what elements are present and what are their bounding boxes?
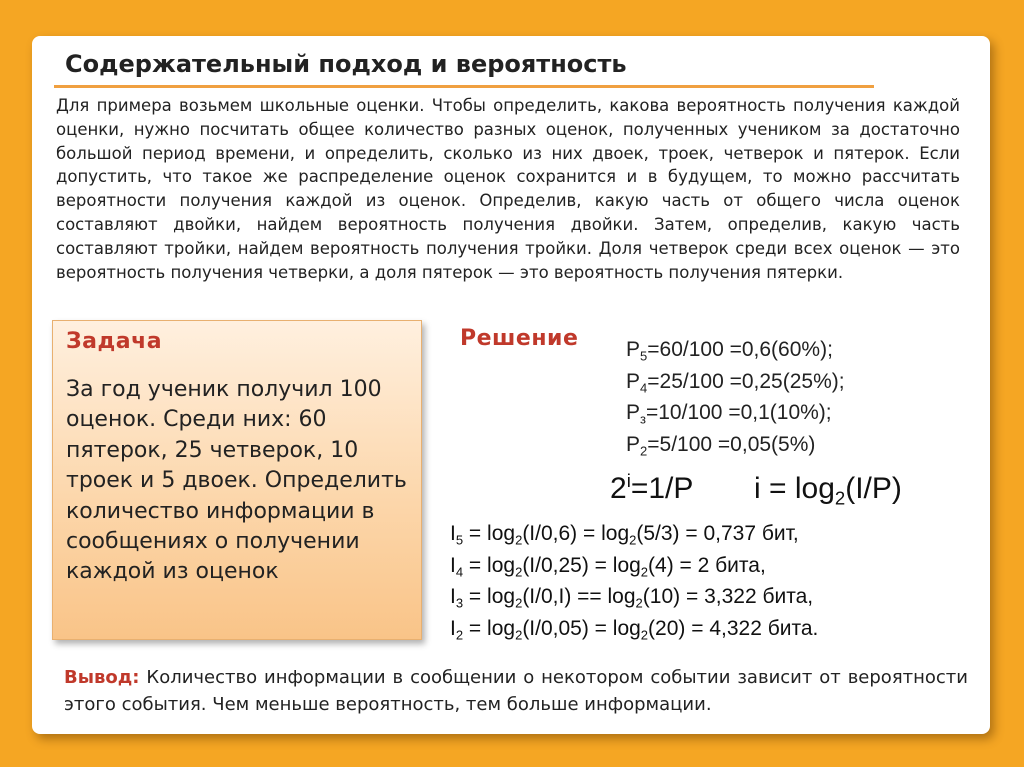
conclusion xyxy=(64,664,968,718)
information-item: $I_2 = \log_2(I/0,05) = \log_2(20) = 4,322$ бита. xyxy=(450,616,819,643)
probability-item: $P_2=5/100 =0,05(5\%)$ xyxy=(626,432,816,459)
probability-item: $P_з=10/100 =0,1(10\%)$; xyxy=(626,401,832,427)
slide xyxy=(32,36,990,734)
information-item: $I_3 = \log_2(I/0,I) == \log_2(10) = 3,322$ бита, xyxy=(450,585,814,611)
conclusion-label: Вывод: xyxy=(64,667,140,688)
slide-title: Содержательный подход и вероятность xyxy=(65,50,627,78)
information-item: $I_5 = \log_2(I/0,6) = \log_2(5/3) = 0,737$ бит, xyxy=(450,522,799,548)
formula-log: $i = \log_2(I/P)$ xyxy=(754,472,902,509)
probability-list xyxy=(626,334,845,460)
probability-item: $P_5=60/100 =0,6(60\%)$; xyxy=(626,338,833,364)
title-underline xyxy=(54,85,874,88)
formula-power: $2^i=1/P$ xyxy=(610,469,694,505)
task-box xyxy=(52,320,422,640)
solution-heading: Решение xyxy=(460,326,579,351)
intro-paragraph: Для примера возьмем школьные оценки. Чтобы определить, какова вероятность получения каждой оценки, нужно посчитать общее количество разных оценок, полученных учеником за достаточно большой период времени, и определить, сколько из них двоек, троек, четверок и пятерок. Если допустить, что такое же распределение оценок сохранится и в будущем, то можно рассчитать вероятности получения каждой из оценок. Определив, какую часть от общего числа оценок составляют двойки, найдем вероятность получения двойки. Затем, определив, какую часть составляют тройки, найдем вероятность получения тройки. Доля четверок среди всех оценок — это вероятность получения четверки, а доля пятерок — это вероятность получения пятерки. xyxy=(56,96,960,282)
conclusion-text: Количество информации в сообщении о некотором событии зависит от вероятности этого события. Чем меньше вероятность, тем больше информации. xyxy=(64,667,968,715)
task-heading: Задача xyxy=(66,329,163,354)
information-item: $I_4 = \log_2(I/0,25) = \log_2(4) = 2$ бита, xyxy=(450,553,766,580)
information-list xyxy=(450,518,818,644)
task-text: За год ученик получил 100 оценок. Среди них: 60 пятерок, 25 четверок, 10 троек и 5 двоек. Определить количество информации в сообщениях о получении каждой из оценок xyxy=(66,377,407,585)
probability-item: $P_4=25/100 =0,25(25\%)$; xyxy=(626,369,845,396)
